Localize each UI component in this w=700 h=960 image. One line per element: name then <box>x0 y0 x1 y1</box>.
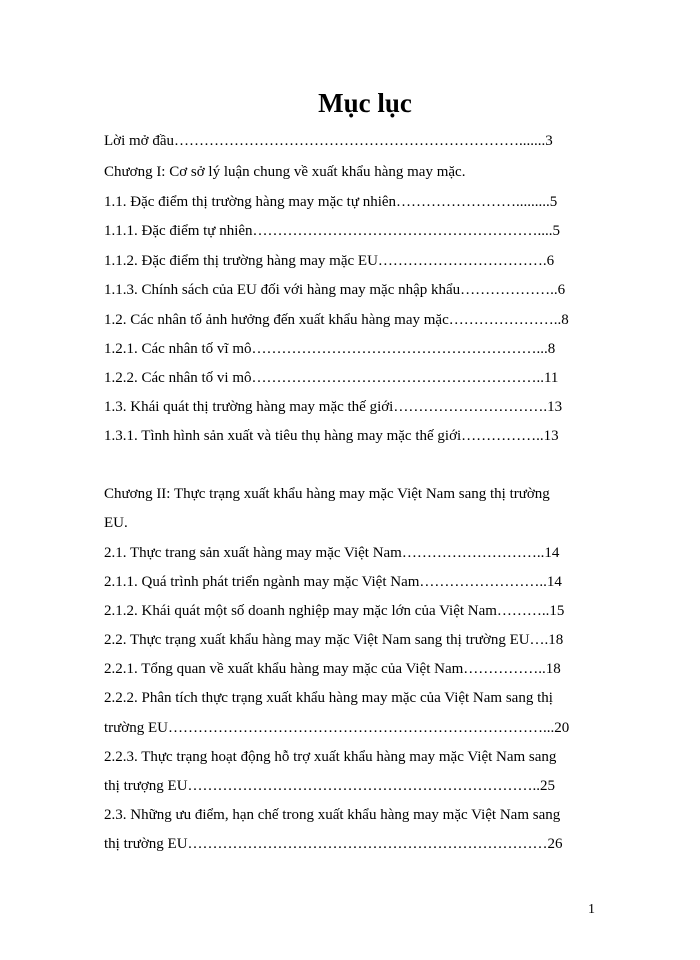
toc-entry-cont: thị trượng EU……………………………………………………………..25 <box>104 778 556 794</box>
toc-entry: 2.3. Những ưu điểm, hạn chế trong xuất khẩu hàng may mặc Việt Nam sang <box>104 807 561 823</box>
toc-entry-cont: thị trường EU………………………………………………………………26 <box>104 836 563 852</box>
toc-entry: 2.2.1. Tổng quan về xuất khẩu hàng may mặc của Việt Nam……………..18 <box>104 661 561 677</box>
toc-entry: 2.1.2. Khái quát một số doanh nghiệp may mặc lớn của Việt Nam………..15 <box>104 603 565 619</box>
toc-entry: 1.1.3. Chính sách của EU đối với hàng may mặc nhập khẩu………………..6 <box>104 282 566 298</box>
toc-entry: 1.1.1. Đặc điểm tự nhiên…………………………………………………....5 <box>104 223 561 239</box>
toc-entry: 1.3.1. Tình hình sản xuất và tiêu thụ hàng may mặc thế giới……………..13 <box>104 428 559 444</box>
toc-chapter-heading: Chương I: Cơ sở lý luận chung về xuất khẩu hàng may mặc. <box>104 164 466 180</box>
page-number: 1 <box>588 902 595 917</box>
toc-entry: 2.2.2. Phân tích thực trạng xuất khẩu hàng may mặc của Việt Nam sang thị <box>104 690 553 706</box>
toc-entry: 2.2.3. Thực trạng hoạt động hỗ trợ xuất khẩu hàng may mặc Việt Nam sang <box>104 749 557 765</box>
toc-entry: 1.2.2. Các nhân tố vi mô…………………………………………………..11 <box>104 370 559 386</box>
toc-chapter-heading-cont: EU. <box>104 515 128 531</box>
toc-chapter-heading: Chương II: Thực trạng xuất khẩu hàng may mặc Việt Nam sang thị trường <box>104 486 550 502</box>
toc-entry: 2.2. Thực trạng xuất khẩu hàng may mặc Việt Nam sang thị trường EU….18 <box>104 632 564 648</box>
toc-entry: Lời mở đầu…………………………………………………………….......3 <box>104 133 553 149</box>
toc-entry: 1.2. Các nhân tố ảnh hưởng đến xuất khẩu hàng may mặc…………………..8 <box>104 312 569 328</box>
toc-entry-cont: trường EU…………………………………………………………………...20 <box>104 720 570 736</box>
toc-entry: 1.1.2. Đặc điểm thị trường hàng may mặc EU…………………………….6 <box>104 253 555 269</box>
toc-entry: 2.1. Thực trang sản xuất hàng may mặc Việt Nam………………………..14 <box>104 545 560 561</box>
toc-entry: 2.1.1. Quá trình phát triển ngành may mặc Việt Nam……………………..14 <box>104 574 562 590</box>
toc-entry: 1.1. Đặc điểm thị trường hàng may mặc tự nhiên…………………….........5 <box>104 194 558 210</box>
toc-entry: 1.3. Khái quát thị trường hàng may mặc thế giới………………………….13 <box>104 399 563 415</box>
toc-entry: 1.2.1. Các nhân tố vĩ mô…………………………………………………...8 <box>104 341 556 357</box>
page-title: Mục lục <box>318 88 412 118</box>
